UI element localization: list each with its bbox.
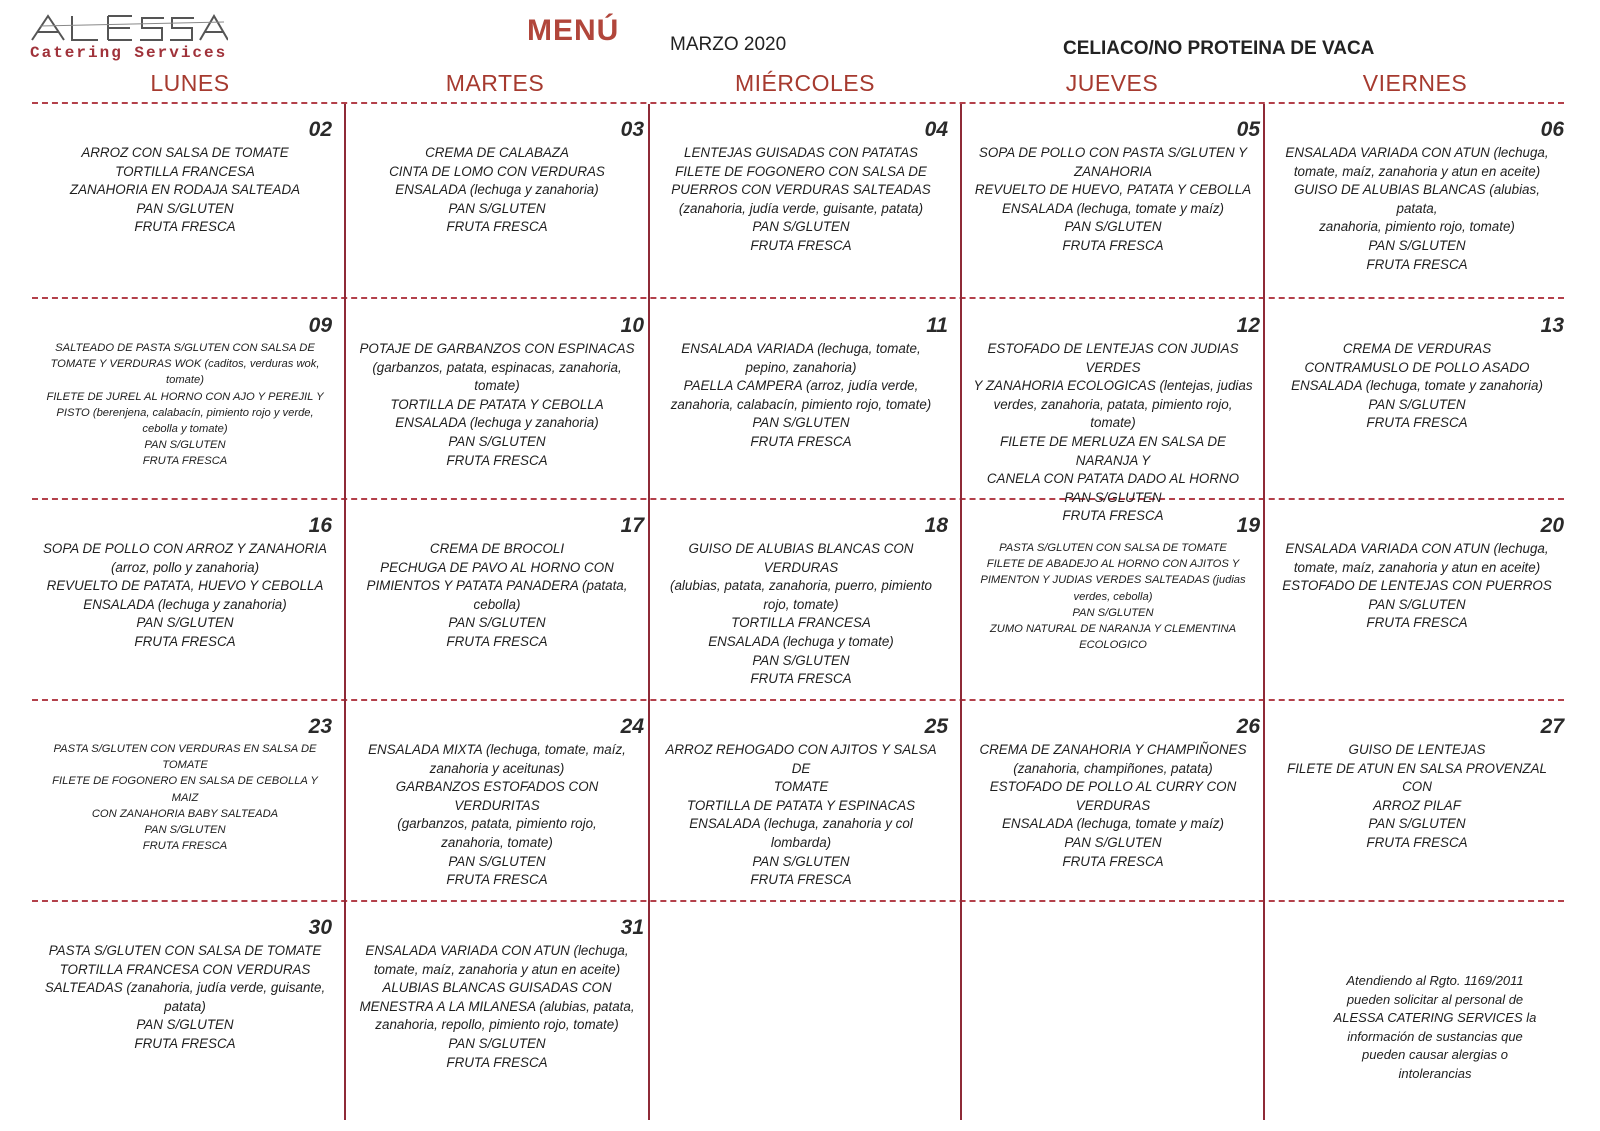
dish-line: PAN S/GLUTEN bbox=[144, 439, 226, 452]
day-number: 17 bbox=[620, 514, 644, 537]
day-number: 04 bbox=[924, 118, 948, 141]
menu-day-cell bbox=[964, 701, 1260, 897]
day-number: 13 bbox=[1540, 314, 1564, 337]
dish-line: ESTOFADO DE LENTEJAS CON JUDIAS VERDES bbox=[987, 341, 1239, 375]
dish-list bbox=[40, 340, 330, 470]
dish-line: PAN S/GLUTEN bbox=[1368, 396, 1466, 412]
dish-line: CANELA CON PATATA DADO AL HORNO bbox=[986, 471, 1240, 487]
dish-list bbox=[1272, 741, 1562, 853]
allergen-note bbox=[1320, 972, 1550, 1083]
day-header-miercoles: MIÉRCOLES bbox=[735, 70, 875, 96]
dish-line: PAN S/GLUTEN bbox=[136, 615, 234, 631]
day-header-lunes: LUNES bbox=[150, 70, 230, 96]
dish-list bbox=[656, 144, 946, 256]
dish-line: tomate) bbox=[474, 378, 520, 394]
dish-line: rojo, tomate) bbox=[763, 596, 839, 612]
dish-line: FRUTA FRESCA bbox=[1062, 237, 1164, 253]
day-number: 23 bbox=[308, 715, 332, 738]
dish-line: SOPA DE POLLO CON PASTA S/GLUTEN Y bbox=[978, 145, 1248, 160]
day-number: 10 bbox=[620, 314, 644, 337]
dish-line: zanahoria, repollo, pimiento rojo, tomate) bbox=[375, 1017, 619, 1033]
note-line: pueden causar alergias o bbox=[1362, 1047, 1508, 1062]
dish-line: ENSALADA MIXTA (lechuga, tomate, maíz, bbox=[368, 742, 626, 757]
dish-line: verdes, cebolla) bbox=[1073, 590, 1153, 603]
day-number: 03 bbox=[620, 118, 644, 141]
diet-label: CELIACO/NO PROTEINA DE VACA bbox=[1063, 38, 1375, 59]
dish-line: FILETE DE FOGONERO EN SALSA DE CEBOLLA Y MAIZ bbox=[52, 775, 318, 804]
dish-line: FRUTA FRESCA bbox=[1366, 415, 1468, 431]
dish-line: FRUTA FRESCA bbox=[1366, 615, 1468, 631]
day-header-viernes: VIERNES bbox=[1362, 70, 1468, 96]
dish-list bbox=[352, 340, 642, 470]
note-line: intolerancias bbox=[1398, 1065, 1472, 1081]
dish-line: PAN S/GLUTEN bbox=[752, 219, 850, 235]
dish-line: PAN S/GLUTEN bbox=[1064, 489, 1162, 505]
dish-line: ENSALADA VARIADA CON ATUN (lechuga, bbox=[365, 943, 629, 958]
dish-line: cebolla y tomate) bbox=[142, 423, 228, 436]
menu-day-cell bbox=[36, 300, 332, 496]
dish-line: PAN S/GLUTEN bbox=[1072, 606, 1154, 619]
menu-day-cell bbox=[348, 104, 644, 300]
dish-line: PIMIENTOS Y PATATA PANADERA (patata, bbox=[366, 578, 628, 594]
dish-line: SALTEADAS (zanahoria, judía verde, guisante, bbox=[44, 980, 326, 996]
dish-line: CREMA DE VERDURAS bbox=[1342, 341, 1492, 356]
dish-list bbox=[656, 540, 946, 689]
dish-line: pepino, zanahoria) bbox=[745, 359, 857, 375]
menu-day-cell bbox=[652, 902, 948, 1098]
menu-day-cell bbox=[36, 104, 332, 300]
column-divider bbox=[1263, 104, 1265, 1120]
dish-line: POTAJE DE GARBANZOS CON ESPINACAS bbox=[359, 341, 635, 356]
dish-line: PISTO (berenjena, calabacín, pimiento rojo y verde, bbox=[56, 406, 314, 419]
dish-line: ENSALADA VARIADA CON ATUN (lechuga, bbox=[1285, 145, 1549, 160]
dish-line: CREMA DE CALABAZA bbox=[425, 145, 569, 160]
dish-line: VERDURAS bbox=[1075, 797, 1151, 813]
day-number: 12 bbox=[1236, 314, 1260, 337]
menu-day-cell bbox=[964, 300, 1260, 524]
dish-line: verdes, zanahoria, patata, pimiento rojo, bbox=[993, 396, 1233, 412]
dish-line: FRUTA FRESCA bbox=[446, 633, 548, 649]
dish-list bbox=[656, 340, 946, 452]
dish-list bbox=[1272, 144, 1562, 274]
dish-line: TORTILLA DE PATATA Y ESPINACAS bbox=[686, 797, 916, 813]
day-number: 16 bbox=[308, 514, 332, 537]
dish-line: FRUTA FRESCA bbox=[142, 455, 228, 468]
dish-line: FRUTA FRESCA bbox=[1062, 508, 1164, 524]
dish-line: FRUTA FRESCA bbox=[134, 219, 236, 235]
day-number: 27 bbox=[1540, 715, 1564, 738]
dish-line: ENSALADA (lechuga y tomate) bbox=[708, 633, 894, 649]
dish-line: GUISO DE LENTEJAS bbox=[1348, 742, 1486, 757]
day-header-martes: MARTES bbox=[445, 70, 545, 96]
dish-line: (alubias, patata, zanahoria, puerro, pimiento bbox=[669, 578, 933, 594]
dish-line: tomate) bbox=[1090, 415, 1136, 431]
dish-line: MENESTRA A LA MILANESA (alubias, patata, bbox=[359, 998, 635, 1014]
dish-line: FILETE DE ABADEJO AL HORNO CON AJITOS Y bbox=[986, 558, 1240, 571]
dish-line: FILETE DE MERLUZA EN SALSA DE NARANJA Y bbox=[1000, 433, 1226, 468]
dish-line: PAN S/GLUTEN bbox=[1368, 237, 1466, 253]
dish-list bbox=[968, 340, 1258, 526]
dish-line: FRUTA FRESCA bbox=[750, 237, 852, 253]
dish-line: tomate, maíz, zanahoria y atun en aceite) bbox=[373, 961, 621, 977]
dish-list bbox=[40, 144, 330, 237]
dish-line: PAN S/GLUTEN bbox=[752, 415, 850, 431]
dish-line: ENSALADA VARIADA CON ATUN (lechuga, bbox=[1285, 541, 1549, 556]
dish-line: REVUELTO DE HUEVO, PATATA Y CEBOLLA bbox=[974, 182, 1252, 198]
note-line: ALESSA CATERING SERVICES la bbox=[1333, 1010, 1537, 1025]
dish-line: lombarda) bbox=[770, 834, 832, 850]
dish-line: Y ZANAHORIA ECOLOGICAS (lentejas, judias bbox=[973, 378, 1253, 394]
dish-line: CON ZANAHORIA BABY SALTEADA bbox=[91, 807, 279, 820]
dish-line: FRUTA FRESCA bbox=[750, 433, 852, 449]
menu-day-cell bbox=[652, 300, 948, 496]
menu-day-cell bbox=[1268, 104, 1564, 300]
dish-line: patata) bbox=[164, 998, 206, 1014]
day-number: 18 bbox=[924, 514, 948, 537]
dish-line: ECOLOGICO bbox=[1079, 639, 1147, 652]
day-number: 19 bbox=[1236, 514, 1260, 537]
menu-day-cell bbox=[652, 104, 948, 300]
dish-line: PAN S/GLUTEN bbox=[752, 652, 850, 668]
note-line: pueden solicitar al personal de bbox=[1346, 991, 1524, 1007]
dish-line: PUERROS CON VERDURAS SALTEADAS bbox=[671, 182, 931, 198]
menu-month: MARZO 2020 bbox=[670, 34, 787, 55]
dish-line: TORTILLA FRANCESA bbox=[731, 615, 871, 631]
dish-line: PAN S/GLUTEN bbox=[448, 433, 546, 449]
dish-line: CREMA DE BROCOLI bbox=[429, 541, 565, 556]
day-number: 31 bbox=[620, 916, 644, 939]
dish-line: ENSALADA (lechuga y zanahoria) bbox=[395, 182, 599, 198]
dish-line: zanahoria y aceitunas) bbox=[429, 760, 565, 776]
dish-line: PASTA S/GLUTEN CON SALSA DE TOMATE bbox=[48, 943, 322, 958]
dish-line: PAN S/GLUTEN bbox=[448, 1035, 546, 1051]
dish-line: FRUTA FRESCA bbox=[1366, 256, 1468, 272]
dish-line: TOMATE bbox=[162, 759, 208, 772]
dish-line: PASTA S/GLUTEN CON VERDURAS EN SALSA DE bbox=[53, 743, 317, 755]
dish-line: ARROZ PILAF bbox=[1373, 797, 1461, 813]
dish-list bbox=[968, 540, 1258, 653]
dish-line: FRUTA FRESCA bbox=[446, 1054, 548, 1070]
dish-line: ZUMO NATURAL DE NARANJA Y CLEMENTINA bbox=[989, 623, 1237, 636]
dish-line: ZANAHORIA EN RODAJA SALTEADA bbox=[69, 182, 301, 198]
dish-line: FRUTA FRESCA bbox=[142, 840, 228, 853]
note-line: Atendiendo al Rgto. 1169/2011 bbox=[1346, 973, 1524, 988]
menu-day-cell bbox=[348, 300, 644, 496]
dish-line: ENSALADA (lechuga y zanahoria) bbox=[83, 596, 287, 612]
day-number: 24 bbox=[620, 715, 644, 738]
day-number: 06 bbox=[1540, 118, 1564, 141]
dish-list bbox=[1272, 340, 1562, 433]
column-divider bbox=[344, 104, 346, 1120]
dish-list bbox=[40, 540, 330, 652]
dish-line: (zanahoria, champiñones, patata) bbox=[1013, 760, 1213, 776]
menu-day-cell bbox=[348, 701, 644, 897]
dish-line: FRUTA FRESCA bbox=[134, 633, 236, 649]
dish-line: CONTRAMUSLO DE POLLO ASADO bbox=[1304, 359, 1530, 375]
dish-line: tomate, maíz, zanahoria y atun en aceite) bbox=[1293, 559, 1541, 575]
dish-line: ENSALADA VARIADA (lechuga, tomate, bbox=[681, 341, 921, 356]
dish-line: SALTEADO DE PASTA S/GLUTEN CON SALSA DE bbox=[55, 342, 315, 354]
day-number: 30 bbox=[308, 916, 332, 939]
dish-line: SOPA DE POLLO CON ARROZ Y ZANAHORIA bbox=[43, 541, 327, 556]
menu-day-cell bbox=[1268, 300, 1564, 496]
dish-line: ESTOFADO DE POLLO AL CURRY CON bbox=[989, 779, 1237, 795]
dish-line: FILETE DE JUREL AL HORNO CON AJO Y PEREJIL Y bbox=[46, 390, 324, 403]
dish-line: ESTOFADO DE LENTEJAS CON PUERROS bbox=[1282, 578, 1552, 594]
dish-line: ZANAHORIA bbox=[1073, 163, 1153, 179]
menu-day-cell bbox=[36, 701, 332, 897]
menu-day-cell bbox=[36, 500, 332, 696]
dish-line: PAN S/GLUTEN bbox=[1064, 219, 1162, 235]
dish-line: PAN S/GLUTEN bbox=[144, 824, 226, 837]
dish-line: PASTA S/GLUTEN CON SALSA DE TOMATE bbox=[999, 542, 1227, 554]
dish-line: ENSALADA (lechuga, tomate y zanahoria) bbox=[1291, 378, 1543, 394]
dish-line: FILETE DE ATUN EN SALSA PROVENZAL CON bbox=[1287, 760, 1547, 795]
column-divider bbox=[648, 104, 650, 1120]
dish-list bbox=[40, 741, 330, 854]
day-header-jueves: JUEVES bbox=[1065, 70, 1159, 96]
dish-list bbox=[40, 942, 330, 1054]
day-number: 02 bbox=[308, 118, 332, 141]
dish-line: PIMENTON Y JUDIAS VERDES SALTEADAS (judias bbox=[980, 574, 1246, 587]
dish-line: ARROZ CON SALSA DE TOMATE bbox=[81, 145, 289, 160]
day-number: 11 bbox=[926, 314, 948, 337]
dish-line: (arroz, pollo y zanahoria) bbox=[110, 559, 260, 575]
dish-line: PAN S/GLUTEN bbox=[448, 853, 546, 869]
dish-line: CINTA DE LOMO CON VERDURAS bbox=[389, 163, 605, 179]
dish-list bbox=[1272, 540, 1562, 633]
dish-line: TOMATE Y VERDURAS WOK (caditos, verduras wok, bbox=[50, 358, 320, 371]
alessa-logo bbox=[28, 10, 228, 66]
dish-line: zanahoria, calabacín, pimiento rojo, tomate) bbox=[670, 396, 932, 412]
dish-line: PECHUGA DE PAVO AL HORNO CON bbox=[380, 559, 614, 575]
day-number: 09 bbox=[308, 314, 332, 337]
dish-line: CREMA DE ZANAHORIA Y CHAMPIÑONES bbox=[979, 742, 1247, 757]
menu-day-cell bbox=[348, 902, 644, 1098]
menu-day-cell bbox=[964, 104, 1260, 300]
dish-line: tomate) bbox=[166, 374, 204, 387]
dish-line: tomate, maíz, zanahoria y atun en aceite) bbox=[1293, 163, 1541, 179]
dish-list bbox=[352, 942, 642, 1072]
dish-line: FRUTA FRESCA bbox=[1366, 834, 1468, 850]
dish-list bbox=[968, 741, 1258, 871]
dish-line: PAELLA CAMPERA (arroz, judía verde, bbox=[683, 378, 919, 394]
dish-line: FRUTA FRESCA bbox=[750, 872, 852, 888]
dish-line: TORTILLA FRANCESA bbox=[115, 163, 255, 179]
dish-line: FRUTA FRESCA bbox=[1062, 853, 1164, 869]
day-number: 05 bbox=[1236, 118, 1260, 141]
dish-line: FRUTA FRESCA bbox=[446, 219, 548, 235]
dish-line: ENSALADA (lechuga, zanahoria y col bbox=[689, 816, 913, 832]
dish-line: FRUTA FRESCA bbox=[446, 452, 548, 468]
menu-day-cell bbox=[652, 701, 948, 897]
dish-line: PAN S/GLUTEN bbox=[752, 853, 850, 869]
dish-list bbox=[656, 741, 946, 890]
dish-list bbox=[352, 741, 642, 890]
dish-line: PAN S/GLUTEN bbox=[136, 200, 234, 216]
dish-line: PAN S/GLUTEN bbox=[1064, 834, 1162, 850]
menu-day-cell bbox=[1268, 500, 1564, 696]
dish-line: (zanahoria, judía verde, guisante, patata) bbox=[678, 200, 924, 216]
menu-day-cell bbox=[964, 902, 1260, 1098]
menu-day-cell bbox=[1268, 701, 1564, 897]
dish-line: GUISO DE ALUBIAS BLANCAS CON VERDURAS bbox=[688, 541, 914, 575]
dish-list bbox=[968, 144, 1258, 256]
menu-title: MENÚ bbox=[527, 14, 620, 47]
dish-line: zanahoria, tomate) bbox=[441, 834, 553, 850]
dish-line: (garbanzos, patata, pimiento rojo, bbox=[397, 816, 597, 832]
dish-line: ENSALADA (lechuga y zanahoria) bbox=[395, 415, 599, 431]
dish-line: PAN S/GLUTEN bbox=[448, 200, 546, 216]
dish-line: FRUTA FRESCA bbox=[750, 671, 852, 687]
dish-line: REVUELTO DE PATATA, HUEVO Y CEBOLLA bbox=[46, 578, 324, 594]
menu-day-cell bbox=[36, 902, 332, 1098]
dish-line: FILETE DE FOGONERO CON SALSA DE bbox=[675, 163, 927, 179]
dish-line: PAN S/GLUTEN bbox=[448, 615, 546, 631]
column-divider bbox=[960, 104, 962, 1120]
dish-line: TORTILLA DE PATATA Y CEBOLLA bbox=[390, 396, 604, 412]
menu-day-cell bbox=[964, 500, 1260, 696]
dish-line: TOMATE bbox=[773, 779, 829, 795]
day-number: 20 bbox=[1540, 514, 1564, 537]
dish-line: PAN S/GLUTEN bbox=[1368, 596, 1466, 612]
dish-line: ENSALADA (lechuga, tomate y maíz) bbox=[1001, 816, 1225, 832]
menu-day-cell bbox=[652, 500, 948, 696]
day-number: 25 bbox=[924, 715, 948, 738]
logo-subtitle: Catering Services bbox=[30, 44, 228, 62]
dish-line: GUISO DE ALUBIAS BLANCAS (alubias, patata, bbox=[1294, 182, 1540, 216]
logo-wordmark bbox=[28, 10, 228, 44]
dish-line: LENTEJAS GUISADAS CON PATATAS bbox=[684, 145, 918, 160]
dish-line: (garbanzos, patata, espinacas, zanahoria, bbox=[372, 359, 622, 375]
dish-line: TORTILLA FRANCESA CON VERDURAS bbox=[59, 961, 311, 977]
dish-line: PAN S/GLUTEN bbox=[1368, 816, 1466, 832]
dish-line: FRUTA FRESCA bbox=[134, 1035, 236, 1051]
dish-list bbox=[352, 144, 642, 237]
dish-line: ENSALADA (lechuga, tomate y maíz) bbox=[1001, 200, 1225, 216]
dish-list bbox=[352, 540, 642, 652]
menu-day-cell bbox=[348, 500, 644, 696]
dish-line: ALUBIAS BLANCAS GUISADAS CON bbox=[382, 980, 612, 996]
day-number: 26 bbox=[1236, 715, 1260, 738]
dish-line: ARROZ REHOGADO CON AJITOS Y SALSA DE bbox=[665, 742, 937, 776]
dish-line: zanahoria, pimiento rojo, tomate) bbox=[1319, 219, 1515, 235]
dish-line: PAN S/GLUTEN bbox=[136, 1017, 234, 1033]
dish-line: cebolla) bbox=[473, 596, 521, 612]
dish-line: GARBANZOS ESTOFADOS CON VERDURITAS bbox=[395, 779, 599, 813]
dish-line: FRUTA FRESCA bbox=[446, 872, 548, 888]
note-line: información de sustancias que bbox=[1347, 1028, 1523, 1044]
